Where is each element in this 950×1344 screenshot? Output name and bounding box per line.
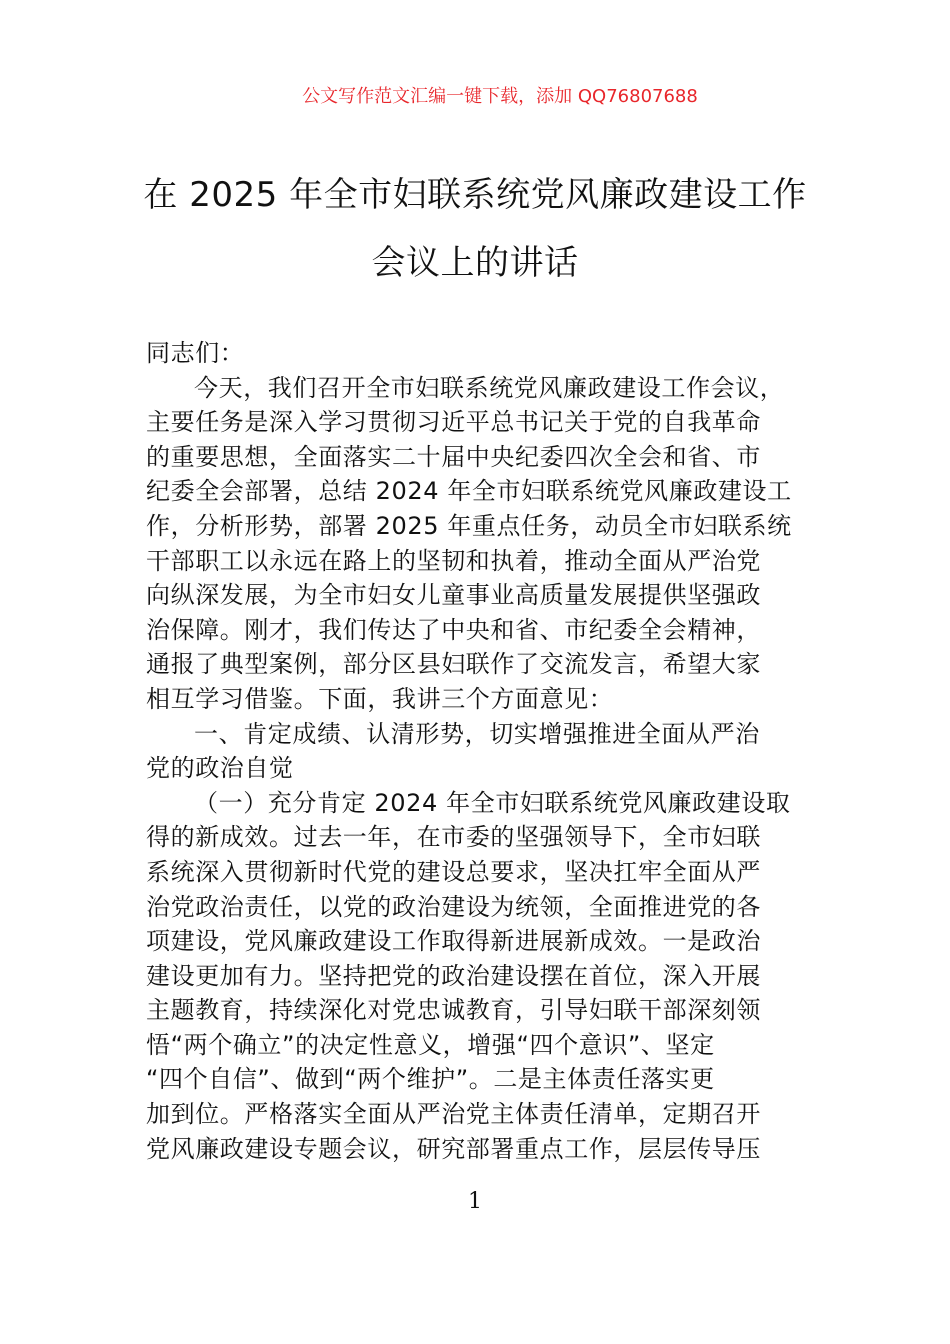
page-number: 1 bbox=[468, 1189, 482, 1214]
document-title-line-1: 在 2025 年全市妇联系统党风廉政建设工作 bbox=[143, 175, 807, 215]
section-heading-line: 一、肯定成绩、认清形势，切实增强推进全面从严治 bbox=[194, 719, 760, 748]
paragraph-line: 治党政治责任，以党的政治建设为统领，全面推进党的各 bbox=[146, 892, 761, 921]
document-title-line-2: 会议上的讲话 bbox=[371, 243, 579, 283]
paragraph-line: 主题教育，持续深化对党忠诚教育，引导妇联干部深刻领 bbox=[146, 996, 761, 1025]
download-banner: 公文写作范文汇编一键下载，添加 QQ76807688 bbox=[302, 86, 698, 107]
section-heading-line: 党的政治自觉 bbox=[146, 754, 294, 783]
paragraph-line: 向纵深发展，为全市妇女儿童事业高质量发展提供坚强政 bbox=[146, 581, 761, 610]
paragraph-line: 加到位。严格落实全面从严治党主体责任清单，定期召开 bbox=[146, 1100, 761, 1129]
paragraph-line: 治保障。刚才，我们传达了中央和省、市纪委全会精神， bbox=[146, 615, 761, 644]
paragraph-line: 纪委全会部署，总结 2024 年全市妇联系统党风廉政建设工 bbox=[146, 477, 792, 506]
document-body bbox=[146, 336, 836, 1166]
subsection-line: （一）充分肯定 2024 年全市妇联系统党风廉政建设取 bbox=[194, 788, 791, 817]
paragraph-line: 干部职工以永远在路上的坚韧和执着，推动全面从严治党 bbox=[146, 546, 761, 575]
paragraph-line: 党风廉政建设专题会议，研究部署重点工作，层层传导压 bbox=[146, 1134, 761, 1163]
paragraph-line: 主要任务是深入学习贯彻习近平总书记关于党的自我革命 bbox=[146, 408, 761, 437]
paragraph-line: 建设更加有力。坚持把党的政治建设摆在首位，深入开展 bbox=[146, 961, 761, 990]
paragraph-line: 得的新成效。过去一年，在市委的坚强领导下，全市妇联 bbox=[146, 823, 761, 852]
paragraph-line: 今天，我们召开全市妇联系统党风廉政建设工作会议， bbox=[194, 373, 785, 402]
paragraph-line: 通报了典型案例，部分区县妇联作了交流发言，希望大家 bbox=[146, 650, 761, 679]
paragraph-line: “四个自信”、做到“两个维护”。二是主体责任落实更 bbox=[146, 1065, 715, 1094]
paragraph-line: 相互学习借鉴。下面，我讲三个方面意见： bbox=[146, 684, 614, 713]
paragraph-line: 系统深入贯彻新时代党的建设总要求，坚决扛牢全面从严 bbox=[146, 857, 761, 886]
paragraph-line: 的重要思想，全面落实二十届中央纪委四次全会和省、市 bbox=[146, 442, 761, 471]
paragraph-line: 作，分析形势，部署 2025 年重点任务，动员全市妇联系统 bbox=[146, 511, 792, 540]
paragraph-line: 项建设，党风廉政建设工作取得新进展新成效。一是政治 bbox=[146, 927, 761, 956]
paragraph-line: 悟“两个确立”的决定性意义，增强“四个意识”、坚定 bbox=[146, 1030, 715, 1059]
salutation: 同志们： bbox=[146, 339, 245, 367]
